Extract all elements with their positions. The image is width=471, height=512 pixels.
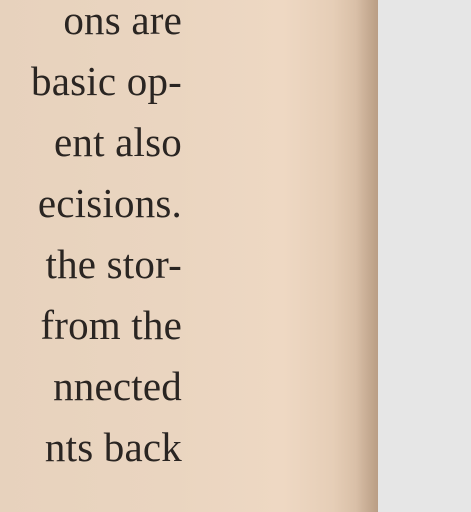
text-line-5: the stor- bbox=[45, 241, 182, 287]
background-gutter bbox=[378, 0, 471, 512]
text-column bbox=[31, 0, 182, 486]
text-line-4: ecisions. bbox=[37, 180, 182, 226]
text-line-8: nts back bbox=[44, 424, 182, 470]
text-line-1: ons are bbox=[63, 0, 182, 43]
text-line-3: ent also bbox=[54, 119, 182, 165]
text-line-6: from the bbox=[40, 302, 182, 348]
text-line-2: basic op- bbox=[31, 58, 182, 104]
text-line-7: nnected bbox=[53, 363, 182, 409]
